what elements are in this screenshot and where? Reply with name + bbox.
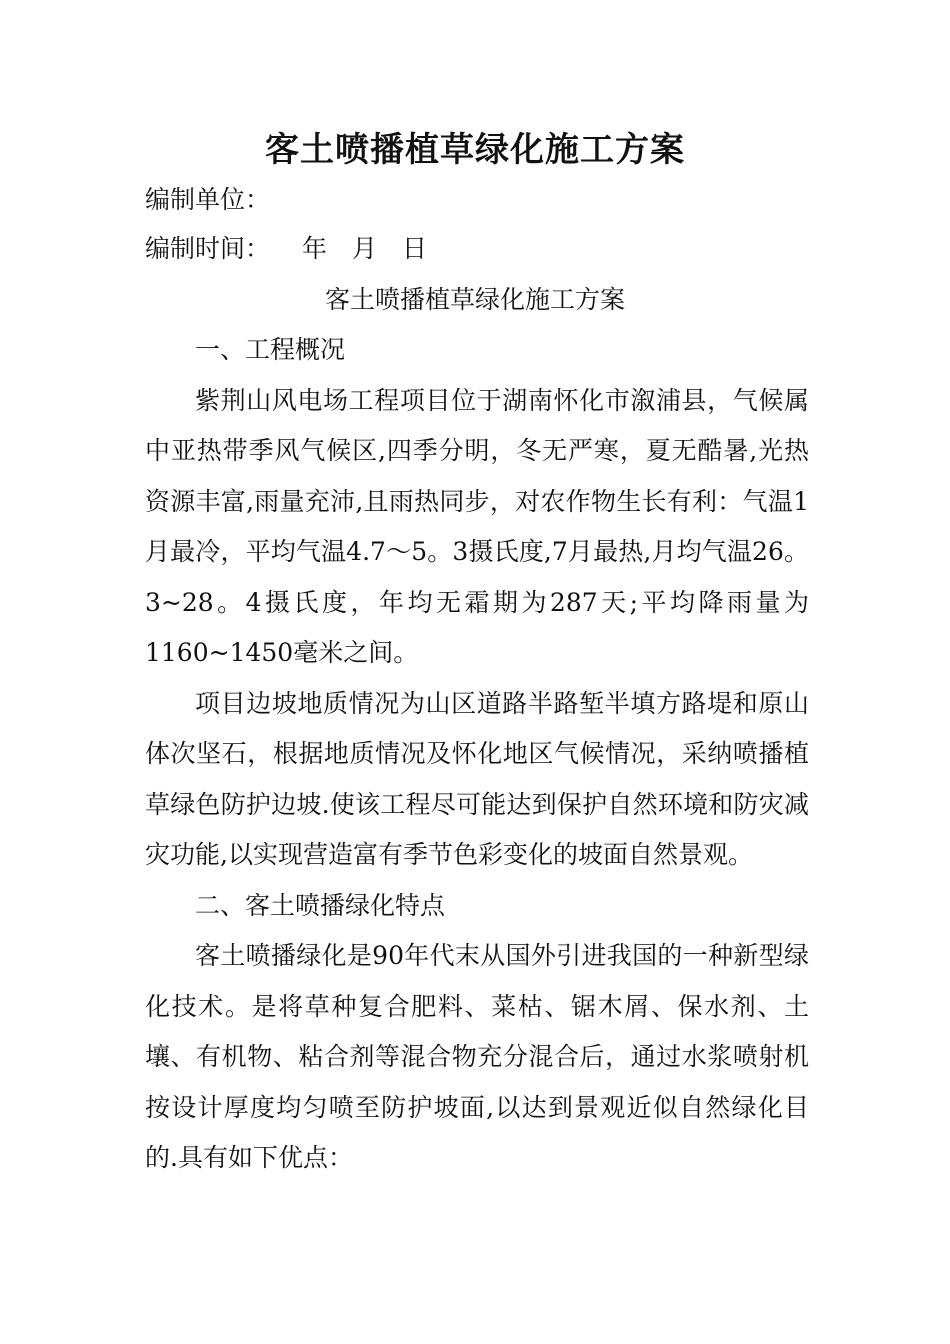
paragraph: 客土喷播绿化是90年代末从国外引进我国的一种新型绿化技术。是将草种复合肥料、菜枯、锯木屑、保水剂、土壤、有机物、粘合剂等混合物充分混合后，通过水浆喷射机按设计厚度均匀喷至防护坡面,以达到景观近似自然绿化目的.具有如下优点： bbox=[145, 941, 809, 1172]
compiling-unit-label: 编制单位： bbox=[145, 185, 271, 214]
compiling-time-line bbox=[145, 231, 427, 267]
document-subtitle: 客土喷播植草绿化施工方案 bbox=[324, 285, 625, 314]
compiling-unit-line bbox=[145, 182, 270, 218]
paragraph: 项目边坡地质情况为山区道路半路堑半填方路堤和原山体次坚石，根据地质情况及怀化地区气候情况，采纳喷播植草绿色防护边坡.使该工程尽可能达到保护自然环境和防灾减灾功能,以实现营造富有季节色彩变化的坡面自然景观。 bbox=[145, 688, 809, 869]
paragraph: 紫荆山风电场工程项目位于湖南怀化市溆浦县，气候属中亚热带季风气候区,四季分明，冬无严寒，夏无酷暑,光热资源丰富,雨量充沛,且雨热同步，对农作物生长有利：气温1月最冷，平均气温4.7～5。3摄氏度,7月最热,月均气温26。3~28。4摄氏度，年均无霜期为287天;平均降雨量为1160~1450毫米之间。 bbox=[145, 385, 809, 667]
compiling-time-label: 编制时间： bbox=[145, 234, 271, 263]
section-heading: 一、工程概况 bbox=[195, 335, 346, 364]
section-heading: 二、客土喷播绿化特点 bbox=[195, 890, 446, 920]
document-body bbox=[145, 325, 809, 1184]
date-placeholder: 年 月 日 bbox=[302, 234, 428, 263]
document-title: 客土喷播植草绿化施工方案 bbox=[265, 130, 685, 170]
